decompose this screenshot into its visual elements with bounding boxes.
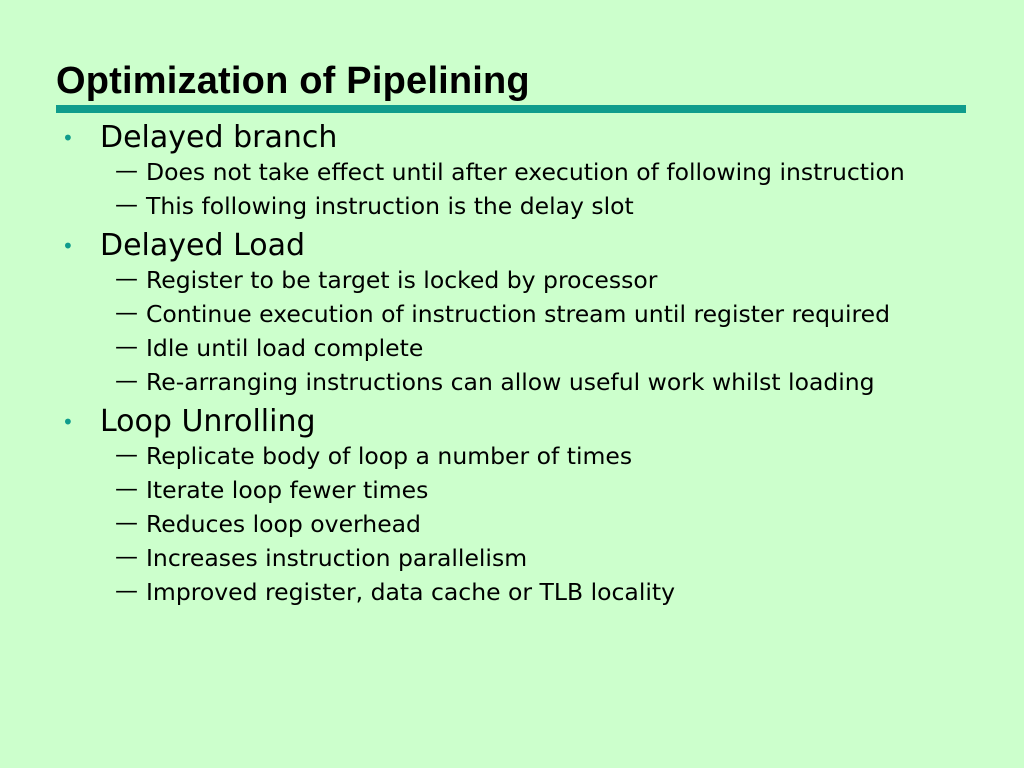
sub-list: [100, 266, 960, 396]
dash-icon: —: [115, 192, 138, 218]
dash-icon: —: [115, 476, 138, 502]
dash-icon: —: [115, 334, 138, 360]
dash-icon: —: [115, 544, 138, 570]
bullet-item-delayed-load: [60, 226, 960, 396]
sub-item: [100, 158, 960, 186]
dash-icon: —: [115, 578, 138, 604]
slide-title: Optimization of Pipelining: [56, 60, 530, 102]
sub-item: [100, 578, 960, 606]
sub-item: [100, 334, 960, 362]
sub-text: Idle until load complete: [146, 334, 424, 362]
sub-text: Re-arranging instructions can allow useful work whilst loading: [146, 368, 875, 396]
bullet-list: [60, 118, 960, 612]
bullet-text: Loop Unrolling: [100, 404, 316, 439]
bullet-item-loop-unrolling: [60, 402, 960, 606]
title-underline: [56, 105, 966, 113]
sub-text: Iterate loop fewer times: [146, 476, 429, 504]
sub-item: [100, 192, 960, 220]
dash-icon: —: [115, 442, 138, 468]
sub-text: Register to be target is locked by processor: [146, 266, 658, 294]
bullet-icon: •: [62, 126, 74, 150]
dash-icon: —: [115, 368, 138, 394]
sub-item: [100, 510, 960, 538]
sub-text: Increases instruction parallelism: [146, 544, 528, 572]
dash-icon: —: [115, 266, 138, 292]
sub-text: Replicate body of loop a number of times: [146, 442, 633, 470]
dash-icon: —: [115, 300, 138, 326]
sub-list: [100, 158, 960, 220]
sub-item: [100, 300, 960, 328]
sub-item: [100, 266, 960, 294]
bullet-icon: •: [62, 410, 74, 434]
sub-text: Improved register, data cache or TLB locality: [146, 578, 676, 606]
sub-text: Reduces loop overhead: [146, 510, 421, 538]
sub-text: Continue execution of instruction stream until register required: [146, 300, 891, 328]
bullet-text: Delayed branch: [100, 120, 338, 155]
sub-text: Does not take effect until after execution of following instruction: [146, 158, 905, 186]
dash-icon: —: [115, 158, 138, 184]
sub-item: [100, 544, 960, 572]
bullet-item-delayed-branch: [60, 118, 960, 220]
sub-item: [100, 442, 960, 470]
sub-list: [100, 442, 960, 606]
bullet-text: Delayed Load: [100, 228, 306, 263]
dash-icon: —: [115, 510, 138, 536]
sub-text: This following instruction is the delay slot: [146, 192, 634, 220]
sub-item: [100, 368, 960, 396]
sub-item: [100, 476, 960, 504]
bullet-icon: •: [62, 234, 74, 258]
